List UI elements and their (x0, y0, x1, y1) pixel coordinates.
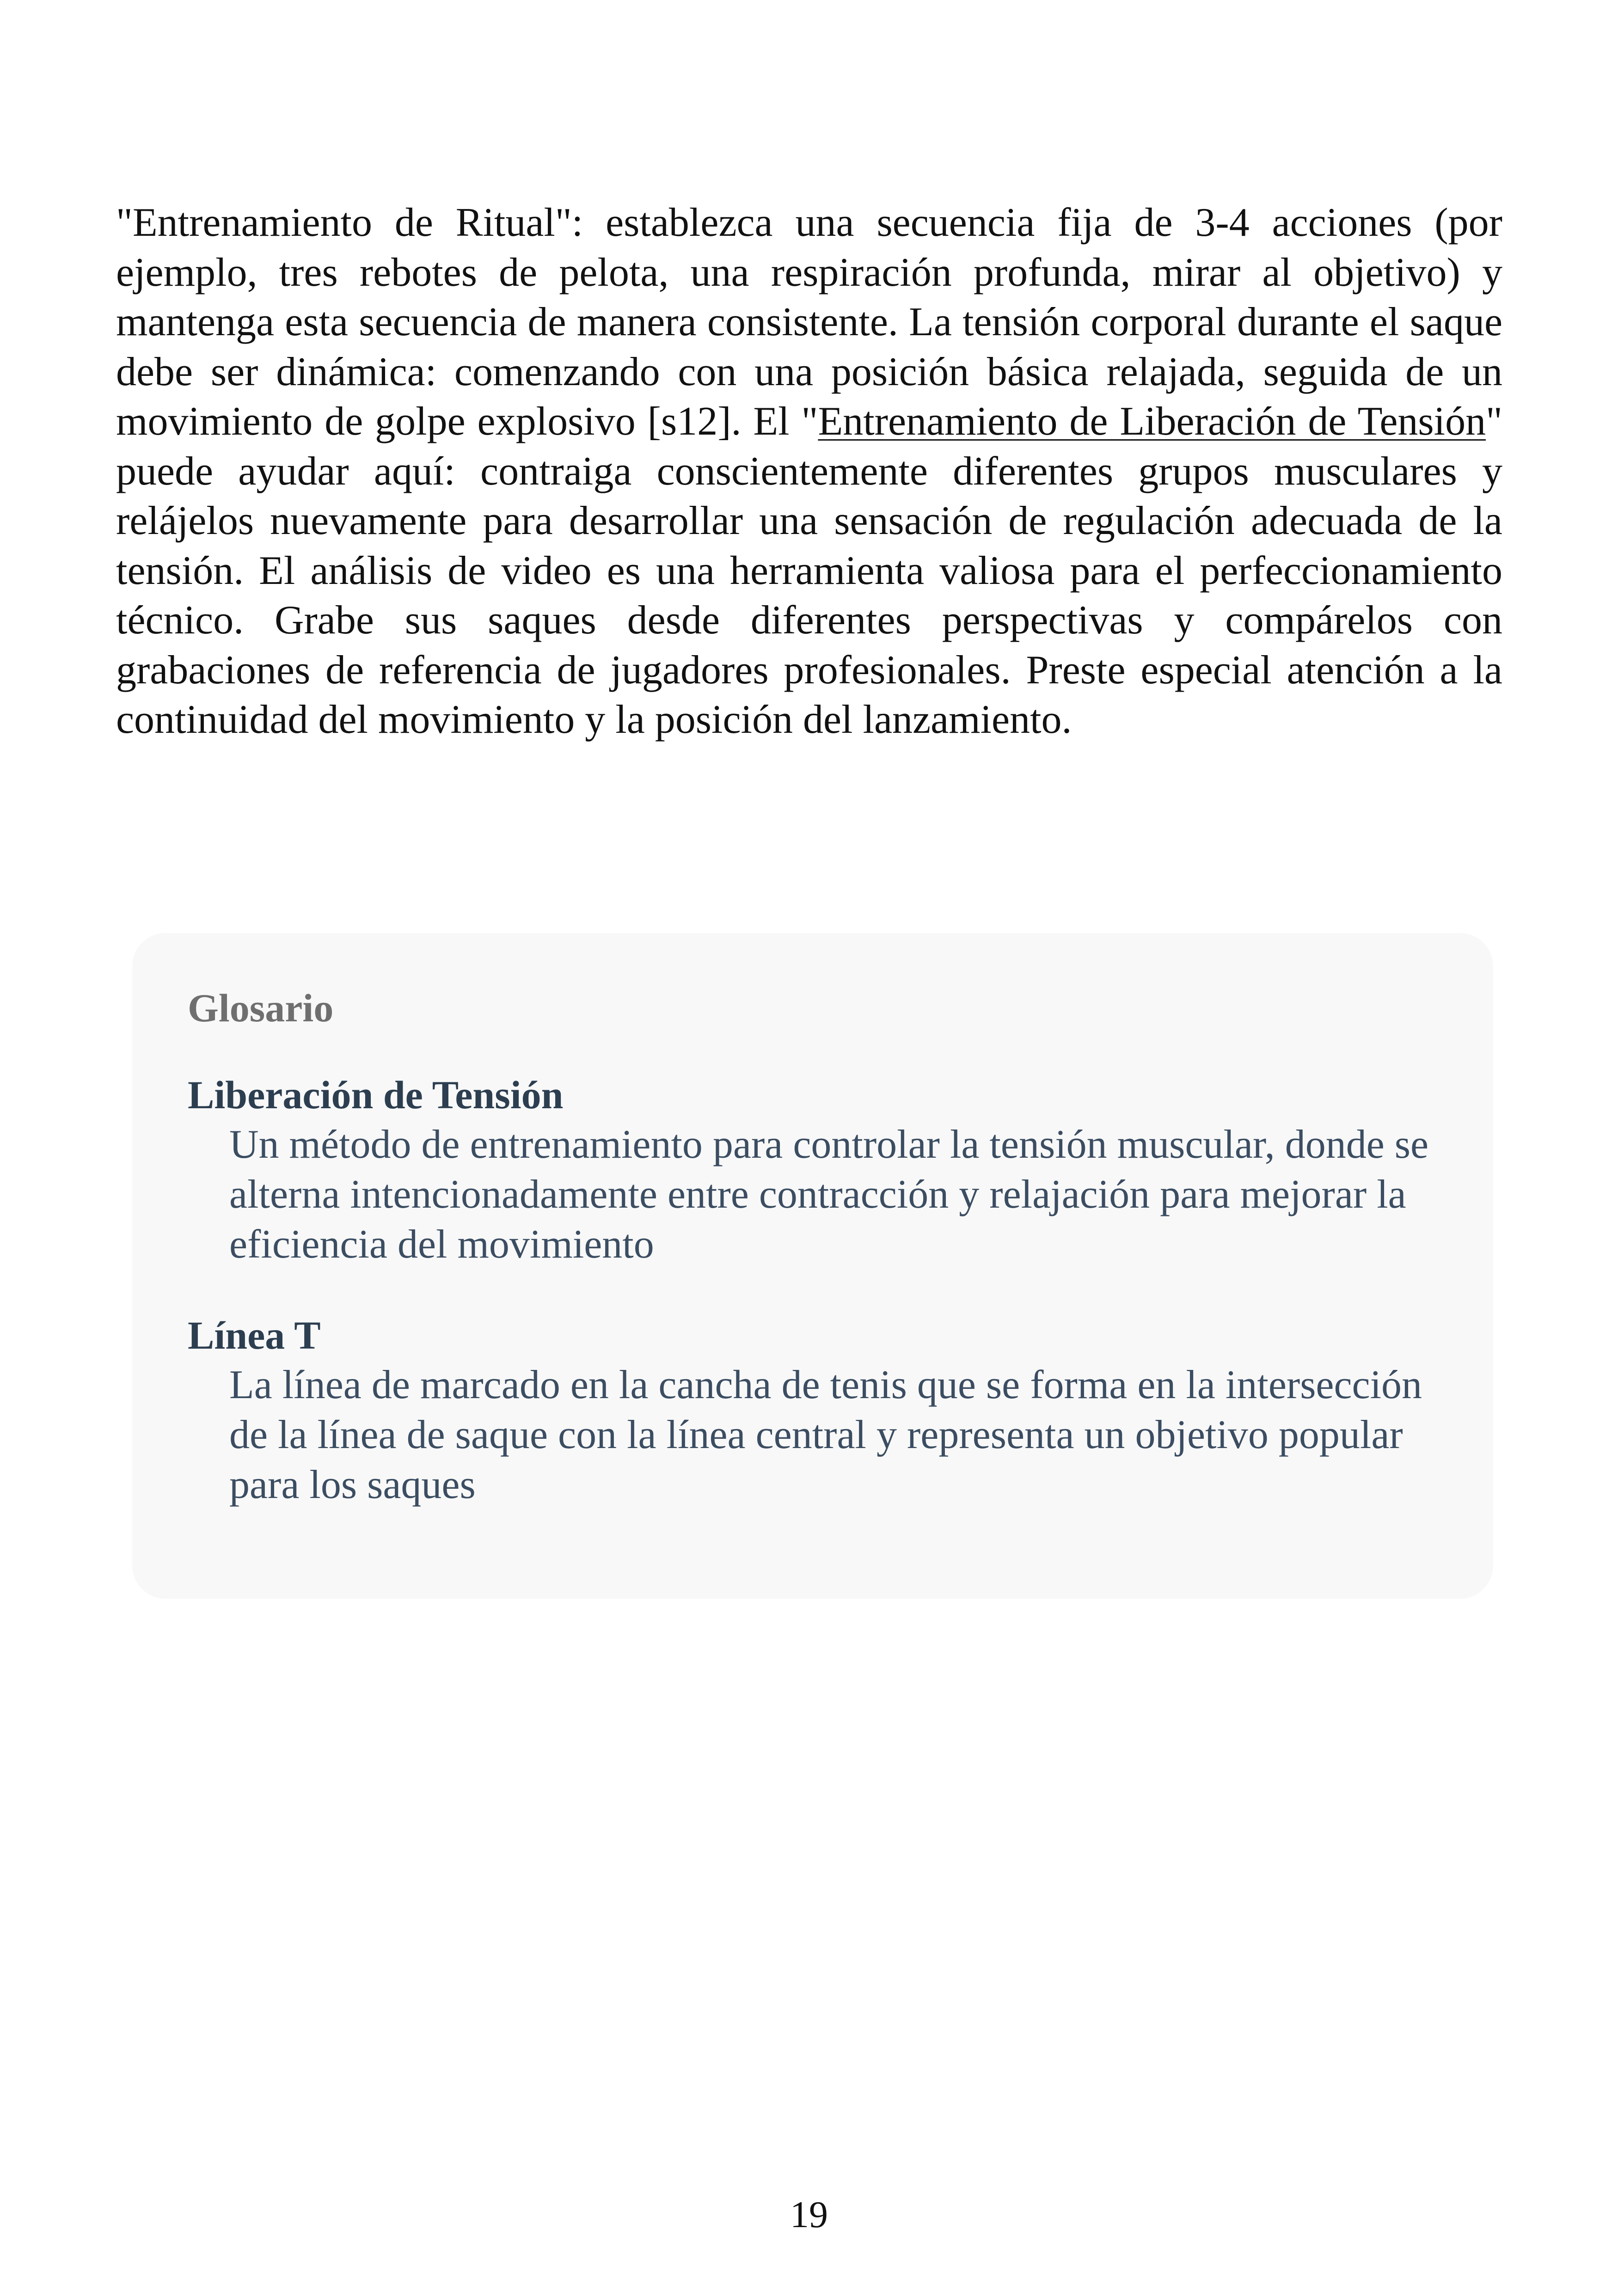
paragraph-text-start: "Entrenamiento de Ritual": establezca una secuencia fija de 3-4 acciones (por ejemplo, tres rebotes de pelota, una respiración profunda, mirar al objetivo) y mantenga esta secuencia de manera consistente. La tensión corporal durante el saque debe ser dinámica: comenzando con una posición básica relajada, seguida de un movimiento de golpe explosivo [s12]. El " (116, 200, 1502, 444)
glossary-title: Glosario (188, 986, 334, 1030)
glossary-term-link[interactable]: Entrenamiento de Liberación de Tensión (818, 399, 1486, 444)
glossary-term-liberacion: Liberación de Tensión (188, 1073, 564, 1117)
page-number: 19 (790, 2193, 828, 2235)
glossary-definition-liberacion: Un método de entrenamiento para controlar la tensión muscular, donde se alterna intencionadamente entre contracción y relajación para mejorar la eficiencia del movimiento (229, 1122, 1429, 1267)
body-paragraph (116, 198, 1502, 745)
glossary-box (132, 933, 1493, 1599)
glossary-definition-linea-t: La línea de marcado en la cancha de tenis que se forma en la intersección de la línea de saque con la línea central y representa un objetivo popular para los saques (229, 1363, 1422, 1507)
paragraph-text-end: " puede ayudar aquí: contraiga conscientemente diferentes grupos musculares y relájelos nuevamente para desarrollar una sensación de regulación adecuada de la tensión. El análisis de video es una herramienta valiosa para el perfeccionamiento técnico. Grabe sus saques desde diferentes perspectivas y compárelos con grabaciones de referencia de jugadores profesionales. Preste especial atención a la continuidad del movimiento y la posición del lanzamiento. (116, 399, 1502, 742)
glossary-term-linea-t: Línea T (188, 1313, 321, 1357)
